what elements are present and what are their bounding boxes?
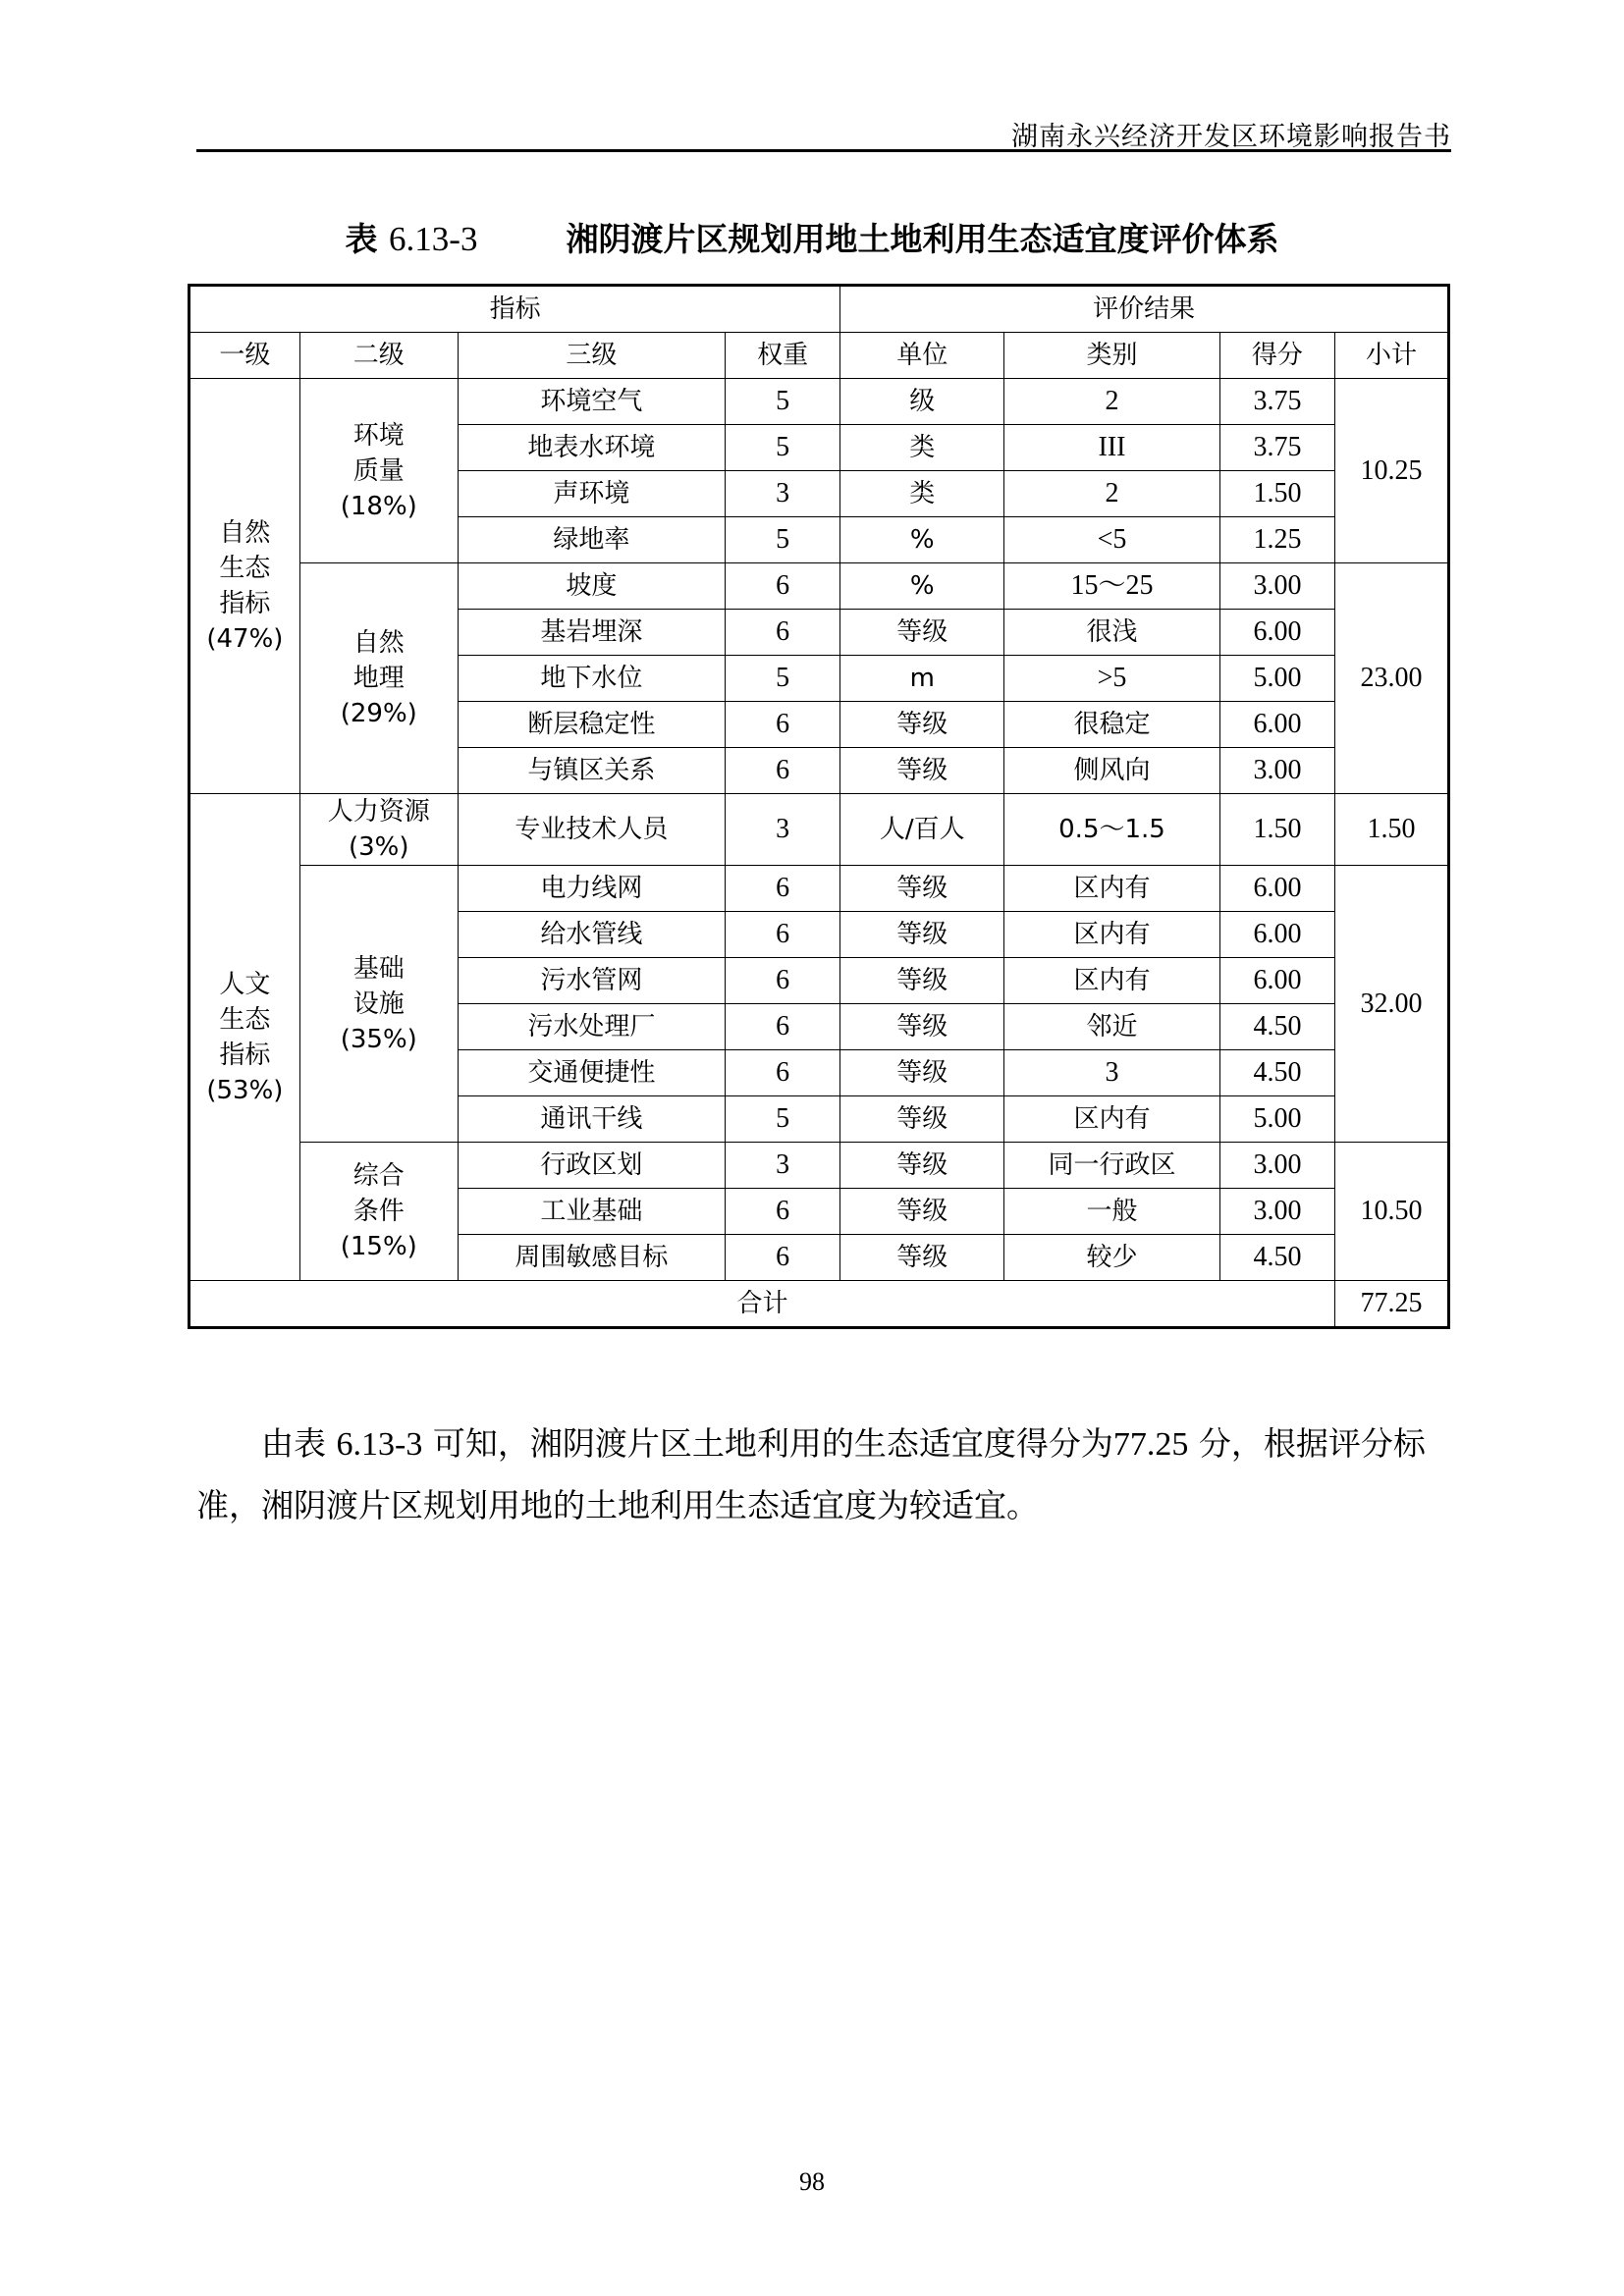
weight-cell: 6	[725, 866, 839, 912]
score-cell: 3.00	[1219, 1189, 1334, 1235]
weight-cell: 6	[725, 1050, 839, 1096]
level2-cell	[299, 563, 458, 794]
paragraph-table-ref: 6.13-3	[336, 1426, 423, 1463]
table-number-value: 6.13-3	[389, 220, 478, 258]
unit-cell: 等级	[840, 912, 1004, 958]
item-cell: 地下水位	[458, 656, 725, 702]
cell-line: (35%)	[340, 1024, 417, 1054]
cell-line: (29%)	[340, 699, 417, 728]
header-results: 评价结果	[840, 286, 1449, 333]
subtotal-cell: 23.00	[1335, 563, 1449, 794]
category-cell: 区内有	[1004, 912, 1220, 958]
unit-cell: 等级	[840, 702, 1004, 748]
cell-line: 质量	[352, 455, 405, 486]
weight-cell: 6	[725, 1004, 839, 1050]
page-number: 98	[799, 2167, 825, 2196]
cell-line: (47%)	[206, 624, 284, 654]
score-cell: 3.00	[1219, 1143, 1334, 1189]
unit-cell: 级	[840, 379, 1004, 425]
item-cell: 地表水环境	[458, 425, 725, 471]
header-indicators: 指标	[189, 286, 840, 333]
level1-cell	[189, 794, 300, 1281]
item-cell: 交通便捷性	[458, 1050, 725, 1096]
category-cell: <5	[1004, 517, 1220, 563]
table-row	[189, 794, 1449, 866]
score-cell: 1.25	[1219, 517, 1334, 563]
weight-cell: 5	[725, 656, 839, 702]
table-row	[189, 563, 1449, 610]
unit-cell: 等级	[840, 1004, 1004, 1050]
cell-line: 基础	[352, 953, 405, 984]
column-header: 单位	[840, 333, 1004, 379]
category-cell: 0.5～1.5	[1004, 794, 1220, 866]
weight-cell: 5	[725, 379, 839, 425]
total-row	[189, 1281, 1449, 1328]
category-cell: 很浅	[1004, 610, 1220, 656]
running-header: 湖南永兴经济开发区环境影响报告书	[1011, 122, 1451, 152]
level2-cell	[299, 379, 458, 563]
column-header: 权重	[725, 333, 839, 379]
item-cell: 给水管线	[458, 912, 725, 958]
cell-line: (3%)	[348, 832, 409, 862]
item-cell: 断层稳定性	[458, 702, 725, 748]
weight-cell: 6	[725, 563, 839, 610]
cell-line: 指标	[219, 589, 271, 618]
paragraph-text: 可知，湘阴渡片区土地利用的生态适宜度得分为	[432, 1424, 1113, 1463]
item-cell: 坡度	[458, 563, 725, 610]
paragraph-score: 77.25	[1112, 1426, 1189, 1463]
weight-cell: 3	[725, 471, 839, 517]
cell-line: 环境	[352, 420, 405, 451]
unit-cell: 人/百人	[840, 794, 1004, 866]
cell-line: 自然	[219, 518, 271, 548]
item-cell: 污水处理厂	[458, 1004, 725, 1050]
score-cell: 6.00	[1219, 702, 1334, 748]
item-cell: 工业基础	[458, 1189, 725, 1235]
subtotal-cell: 10.50	[1335, 1143, 1449, 1281]
item-cell: 污水管网	[458, 958, 725, 1004]
score-cell: 6.00	[1219, 958, 1334, 1004]
unit-cell: 等级	[840, 1096, 1004, 1143]
unit-cell: m	[840, 656, 1004, 702]
unit-cell: 等级	[840, 1235, 1004, 1281]
column-header: 二级	[299, 333, 458, 379]
score-cell: 5.00	[1219, 1096, 1334, 1143]
table-row	[189, 1143, 1449, 1189]
weight-cell: 6	[725, 912, 839, 958]
category-cell: 区内有	[1004, 958, 1220, 1004]
level2-cell	[299, 1143, 458, 1281]
evaluation-table	[188, 284, 1450, 1329]
weight-cell: 6	[725, 1235, 839, 1281]
item-cell: 通讯干线	[458, 1096, 725, 1143]
category-cell: 很稳定	[1004, 702, 1220, 748]
weight-cell: 6	[725, 958, 839, 1004]
unit-cell: 等级	[840, 1050, 1004, 1096]
item-cell: 环境空气	[458, 379, 725, 425]
weight-cell: 6	[725, 748, 839, 794]
unit-cell: 类	[840, 471, 1004, 517]
table-row	[189, 379, 1449, 425]
subtotal-cell: 10.25	[1335, 379, 1449, 563]
weight-cell: 5	[725, 517, 839, 563]
cell-line: 人力资源	[327, 797, 430, 827]
cell-line: 生态	[219, 1004, 271, 1035]
unit-cell: 等级	[840, 1143, 1004, 1189]
unit-cell: %	[840, 517, 1004, 563]
cell-line: 设施	[352, 988, 405, 1019]
column-header: 小计	[1335, 333, 1449, 379]
subtotal-cell: 32.00	[1335, 866, 1449, 1143]
cell-line: 综合	[352, 1161, 405, 1191]
weight-cell: 6	[725, 702, 839, 748]
category-cell: 邻近	[1004, 1004, 1220, 1050]
category-cell: 3	[1004, 1050, 1220, 1096]
header-rule	[196, 149, 1451, 152]
paragraph-text: 由表	[261, 1424, 326, 1463]
cell-line: 条件	[352, 1197, 405, 1226]
table-header-row	[189, 286, 1449, 333]
cell-line: (18%)	[340, 491, 417, 521]
table-number	[346, 220, 478, 258]
total-label: 合计	[189, 1281, 1335, 1328]
weight-cell: 3	[725, 794, 839, 866]
unit-cell: 等级	[840, 866, 1004, 912]
table-title: 湘阴渡片区规划用地土地利用生态适宜度评价体系	[566, 220, 1279, 258]
score-cell: 3.00	[1219, 563, 1334, 610]
item-cell: 行政区划	[458, 1143, 725, 1189]
table-header-row	[189, 333, 1449, 379]
weight-cell: 5	[725, 425, 839, 471]
category-cell: 2	[1004, 379, 1220, 425]
unit-cell: 等级	[840, 748, 1004, 794]
category-cell: 侧风向	[1004, 748, 1220, 794]
unit-cell: %	[840, 563, 1004, 610]
column-header: 一级	[189, 333, 300, 379]
item-cell: 与镇区关系	[458, 748, 725, 794]
level1-cell	[189, 379, 300, 794]
item-cell: 电力线网	[458, 866, 725, 912]
conclusion-paragraph	[196, 1414, 1451, 1536]
category-cell: 区内有	[1004, 866, 1220, 912]
cell-line: (15%)	[340, 1232, 417, 1261]
score-cell: 1.50	[1219, 794, 1334, 866]
weight-cell: 5	[725, 1096, 839, 1143]
category-cell: 2	[1004, 471, 1220, 517]
cell-line: 人文	[219, 969, 271, 999]
category-cell: >5	[1004, 656, 1220, 702]
level2-cell	[299, 866, 458, 1143]
unit-cell: 等级	[840, 958, 1004, 1004]
category-cell: 区内有	[1004, 1096, 1220, 1143]
score-cell: 4.50	[1219, 1050, 1334, 1096]
score-cell: 3.75	[1219, 425, 1334, 471]
score-cell: 5.00	[1219, 656, 1334, 702]
score-cell: 6.00	[1219, 912, 1334, 958]
paragraph-text: 分，根据评分标准，湘阴渡片区规划用地的土地利用生态适宜度为较适宜。	[196, 1424, 1426, 1524]
score-cell: 3.75	[1219, 379, 1334, 425]
score-cell: 6.00	[1219, 610, 1334, 656]
item-cell: 周围敏感目标	[458, 1235, 725, 1281]
item-cell: 声环境	[458, 471, 725, 517]
score-cell: 3.00	[1219, 748, 1334, 794]
category-cell: III	[1004, 425, 1220, 471]
category-cell: 15～25	[1004, 563, 1220, 610]
level2-cell	[299, 794, 458, 866]
unit-cell: 类	[840, 425, 1004, 471]
category-cell: 较少	[1004, 1235, 1220, 1281]
subtotal-cell: 1.50	[1335, 794, 1449, 866]
cell-line: (53%)	[206, 1075, 284, 1105]
category-cell: 一般	[1004, 1189, 1220, 1235]
weight-cell: 6	[725, 1189, 839, 1235]
unit-cell: 等级	[840, 1189, 1004, 1235]
score-cell: 4.50	[1219, 1235, 1334, 1281]
cell-line: 地理	[352, 664, 405, 693]
column-header: 三级	[458, 333, 725, 379]
weight-cell: 3	[725, 1143, 839, 1189]
table-caption	[0, 214, 1624, 260]
score-cell: 1.50	[1219, 471, 1334, 517]
weight-cell: 6	[725, 610, 839, 656]
category-cell: 同一行政区	[1004, 1143, 1220, 1189]
cell-line: 指标	[219, 1040, 271, 1070]
score-cell: 4.50	[1219, 1004, 1334, 1050]
column-header: 类别	[1004, 333, 1220, 379]
table-row	[189, 866, 1449, 912]
cell-line: 自然	[352, 628, 405, 658]
column-header: 得分	[1219, 333, 1334, 379]
item-cell: 基岩埋深	[458, 610, 725, 656]
total-value: 77.25	[1335, 1281, 1449, 1328]
score-cell: 6.00	[1219, 866, 1334, 912]
item-cell: 绿地率	[458, 517, 725, 563]
unit-cell: 等级	[840, 610, 1004, 656]
table-number-prefix: 表	[345, 220, 390, 258]
cell-line: 生态	[219, 554, 271, 583]
item-cell: 专业技术人员	[458, 794, 725, 866]
